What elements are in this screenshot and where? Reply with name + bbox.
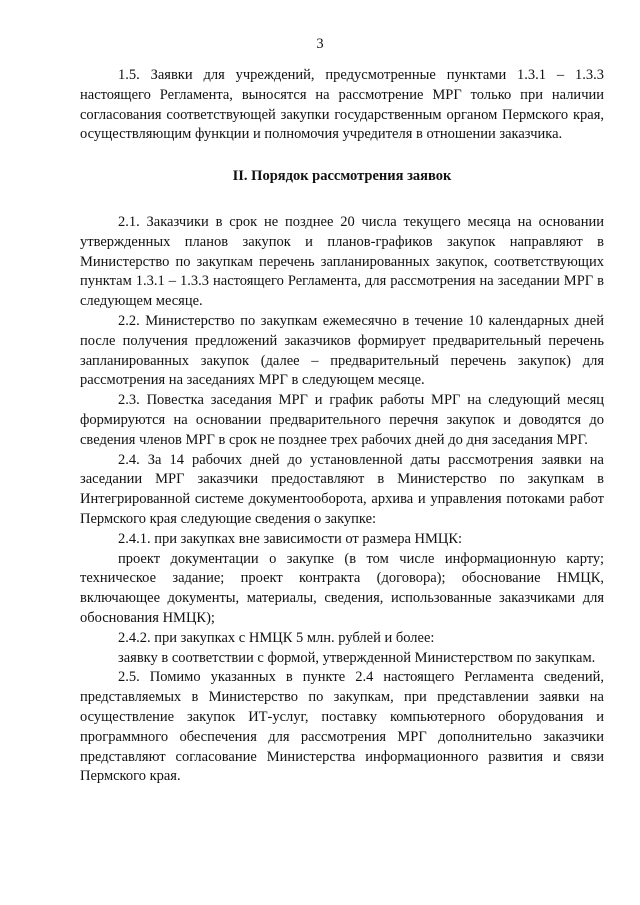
paragraph-1-5: 1.5. Заявки для учреждений, предусмотренные пунктами 1.3.1 – 1.3.3 настоящего Регламента, выносятся на рассмотрение МРГ только при наличии согласования соответствующей закупки государственным органом Пермского края, осуществляющим функции и полномочия учредителя в отношении заказчика. (80, 67, 604, 143)
paragraph-2-5: 2.5. Помимо указанных в пункте 2.4 настоящего Регламента сведений, представляемых в Министерство по закупкам, при представлении заявки на осуществление закупок ИТ-услуг, поставку компьютерного оборудования и программного обеспечения для рассмотрения МРГ дополнительно заказчики представляют согласование Министерства информационного развития и связи Пермского края. (80, 669, 604, 785)
paragraph-2-4-1-body: проект документации о закупке (в том числе информационную карту; техническое задание; проект контракта (договора); обоснование НМЦК, включающее документы, материалы, сведения, использованные заказчиками для обоснования НМЦК); (80, 550, 604, 626)
section-title: II. Порядок рассмотрения заявок (232, 168, 452, 185)
document-body (80, 66, 604, 787)
paragraph-2-3: 2.3. Повестка заседания МРГ и график работы МРГ на следующий месяц формируются на основании предварительного перечня закупок и доводятся до сведения членов МРГ в срок не позднее трех рабочих дней до дня заседания МРГ. (80, 392, 604, 448)
paragraph-2-4: 2.4. За 14 рабочих дней до установленной даты рассмотрения заявки на заседании МРГ заказчики предоставляют в Министерство по закупкам в Интегрированной системе документооборота, архива и управления потоками работ Пермского края следующие сведения о закупке: (80, 451, 604, 527)
paragraph-2-2: 2.2. Министерство по закупкам ежемесячно в течение 10 календарных дней после получения предложений заказчиков формирует предварительный перечень запланированных закупок (далее – предварительный перечень закупок) для рассмотрения на заседаниях МРГ в следующем месяце. (80, 312, 604, 389)
page-number: 3 (316, 36, 324, 52)
paragraph-2-1: 2.1. Заказчики в срок не позднее 20 числа текущего месяца на основании утвержденных планов закупок и планов-графиков закупок направляют в Министерство по закупкам перечень запланированных закупок, соответствующих пунктам 1.3.1 – 1.3.3 настоящего Регламента, для рассмотрения на заседании МРГ в следующем месяце. (80, 213, 604, 310)
paragraph-2-4-1: 2.4.1. при закупках вне зависимости от размера НМЦК: (118, 530, 463, 547)
paragraph-2-4-2: 2.4.2. при закупках с НМЦК 5 млн. рублей и более: (118, 629, 435, 646)
paragraph-2-4-2-body: заявку в соответствии с формой, утвержденной Министерством по закупкам. (118, 649, 596, 666)
